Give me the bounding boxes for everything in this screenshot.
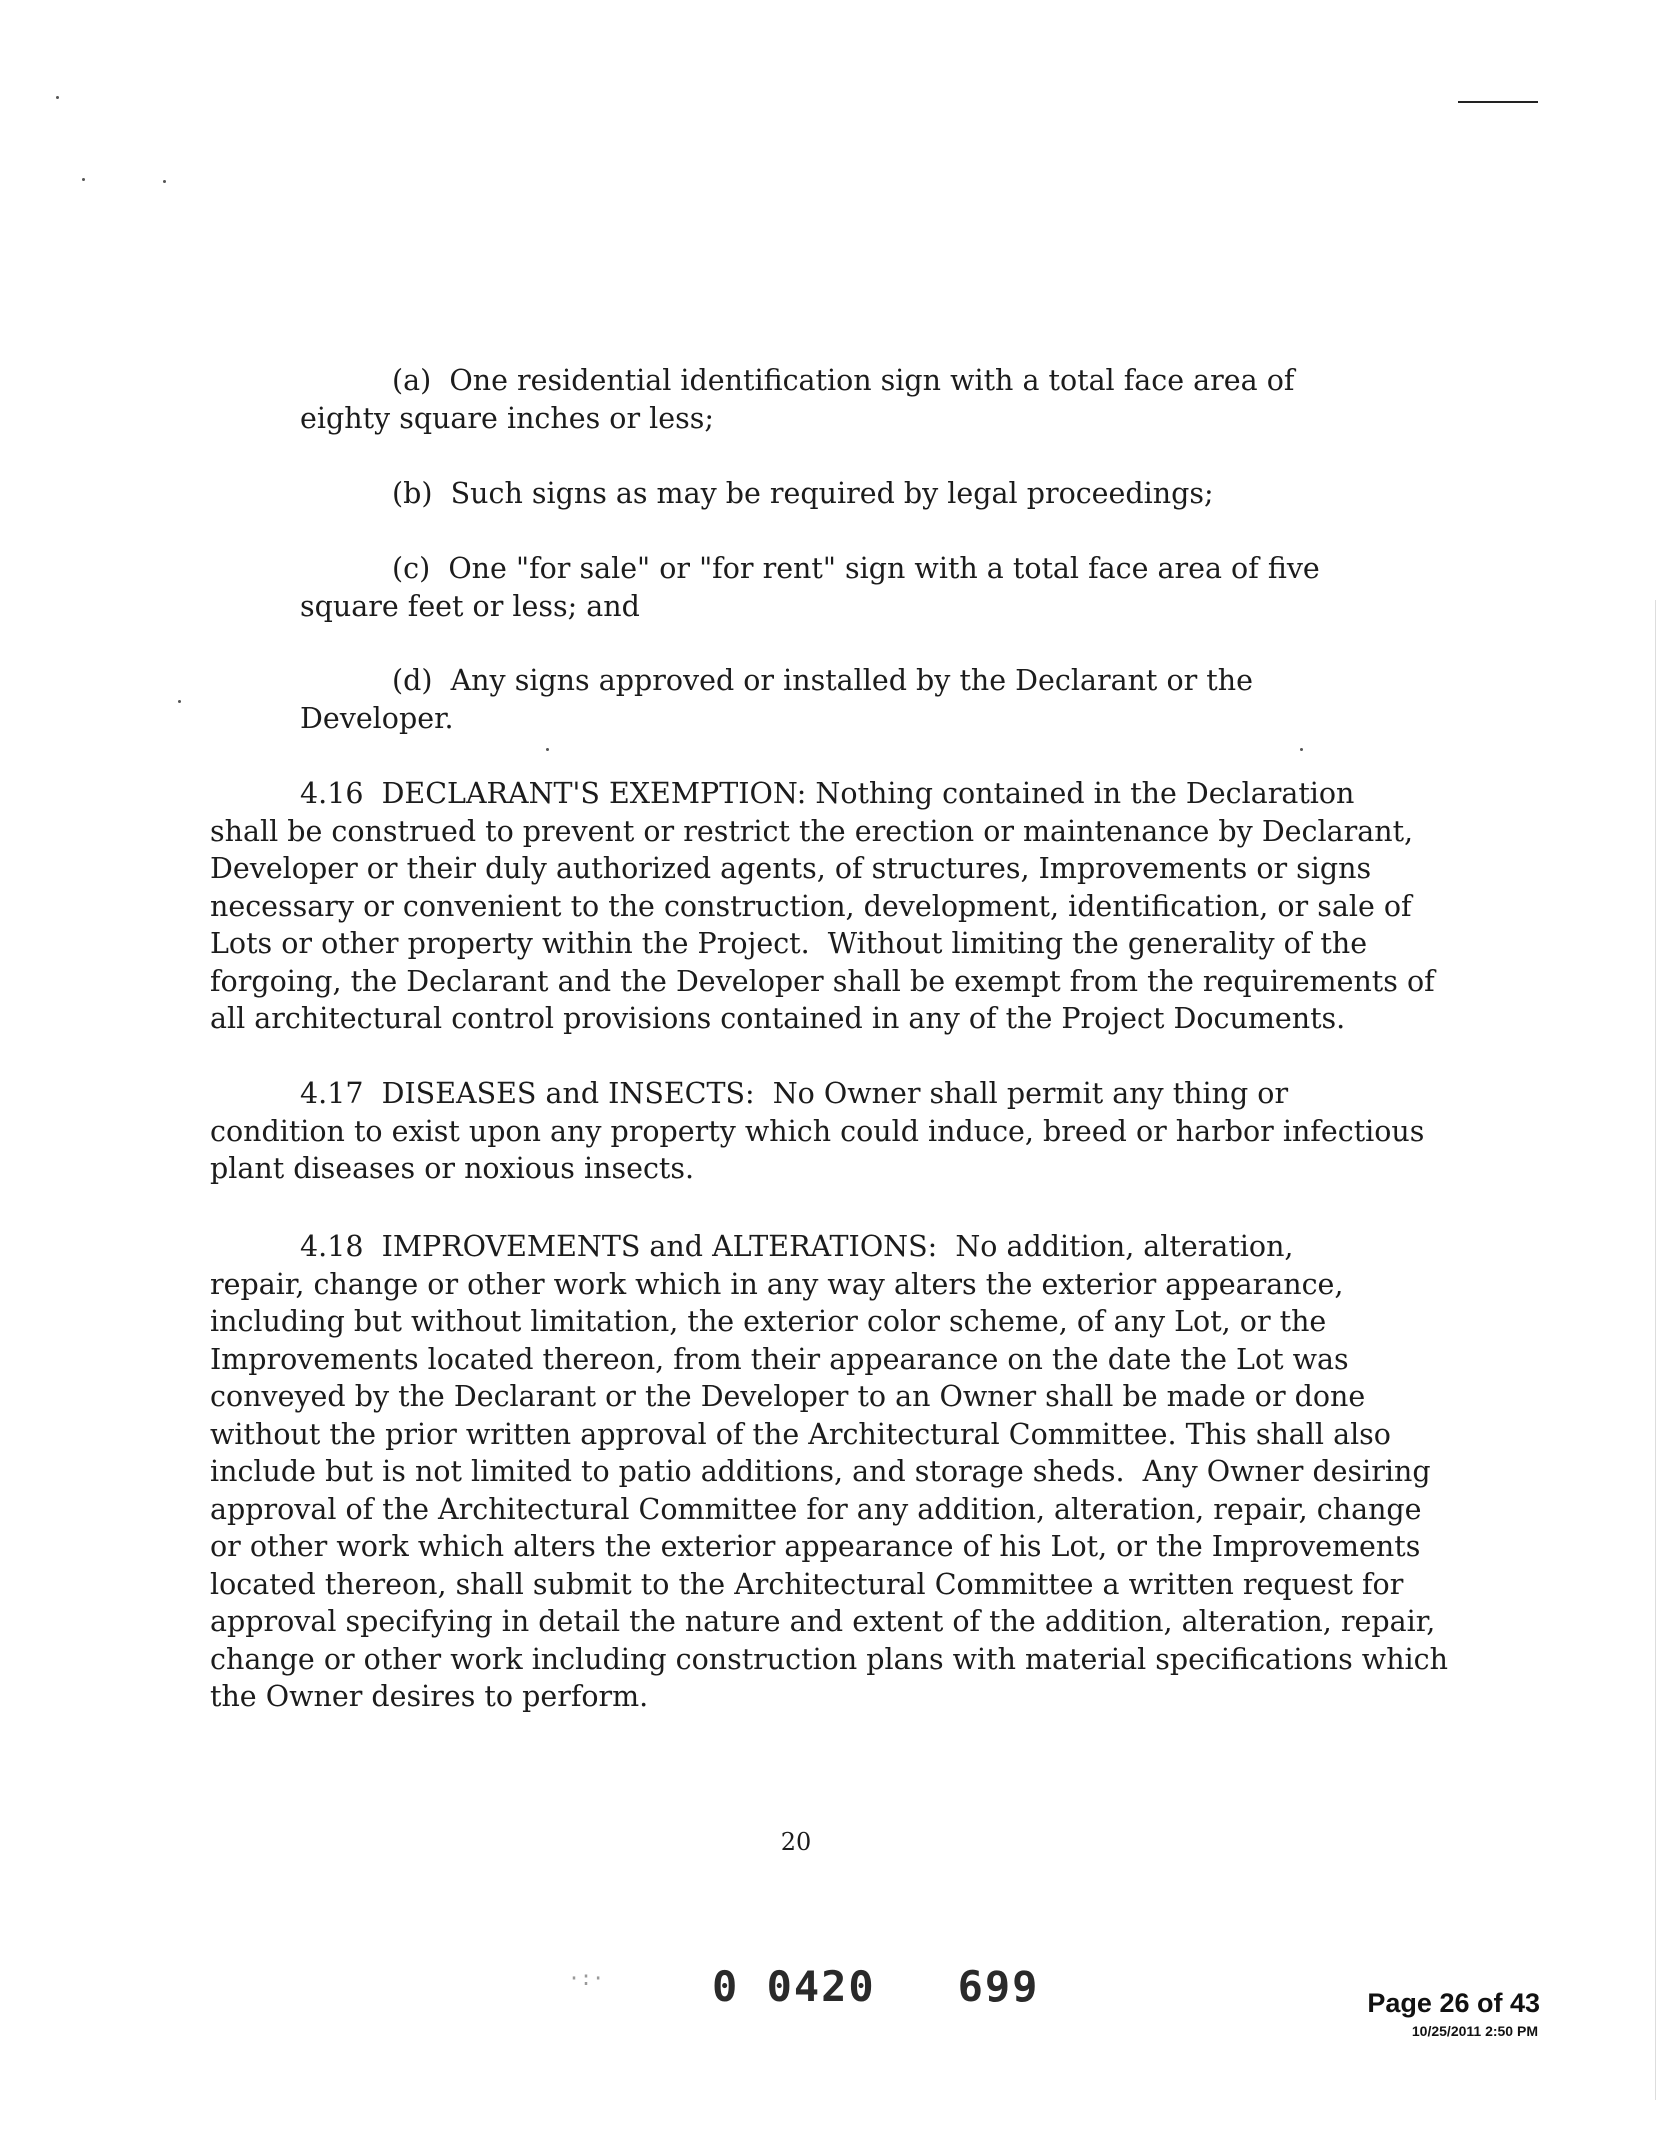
scan-speck [82,178,85,181]
scan-speck [56,96,59,99]
recording-stamp: 0 0420 699 [712,1962,1040,2011]
paragraph-d: (d) Any signs approved or installed by the Declarant or the Developer. [300,664,1253,735]
footer-timestamp: 10/25/2011 2:50 PM [1411,2023,1538,2039]
paragraph-c: (c) One "for sale" or "for rent" sign with a total face area of five square feet or less; and [300,552,1320,623]
section-4-16: 4.16 DECLARANT'S EXEMPTION: Nothing contained in the Declaration shall be construed to prevent or restrict the erection or maintenance by Declarant, Developer or their duly authorized agents, of structures, Improvements or signs necessary or convenient to the construction, development, identification, or sale of Lots or other property within the Project. Without limiting the generality of the forgoing, the Declarant and the Developer shall be exempt from the requirements of all architectural control provisions contained in any of the Project Documents. [210,777,1435,1035]
stamp-marks: ·:· [568,1966,605,1990]
section-4-17: 4.17 DISEASES and INSECTS: No Owner shall permit any thing or condition to exist upon any property which could induce, breed or harbor infectious plant diseases or noxious insects. [210,1077,1425,1185]
header-rule [1458,101,1538,103]
footer-page-label: Page 26 of 43 [1367,1988,1540,2018]
paragraph-a: (a) One residential identification sign with a total face area of eighty square inches or less; [300,364,1295,435]
scan-edge [1655,600,1656,2100]
paragraph-b: (b) Such signs as may be required by legal proceedings; [392,477,1214,510]
scan-speck [546,748,549,751]
scan-speck [1300,748,1303,751]
scan-speck [178,700,181,703]
page-number: 20 [780,1828,812,1856]
section-4-18: 4.18 IMPROVEMENTS and ALTERATIONS: No addition, alteration, repair, change or other work which in any way alters the exterior appearance, including but without limitation, the exterior color scheme, of any Lot, or the Improvements located thereon, from their appearance on the date the Lot was conveyed by the Declarant or the Developer to an Owner shall be made or done without the prior written approval of the Architectural Committee. This shall also include but is not limited to patio additions, and storage sheds. Any Owner desiring approval of the Architectural Committee for any addition, alteration, repair, change or other work which alters the exterior appearance of his Lot, or the Improvements located thereon, shall submit to the Architectural Committee a written request for approval specifying in detail the nature and extent of the addition, alteration, repair, change or other work including construction plans with material specifications which the Owner desires to perform. [210,1230,1448,1713]
scan-speck [163,180,166,183]
